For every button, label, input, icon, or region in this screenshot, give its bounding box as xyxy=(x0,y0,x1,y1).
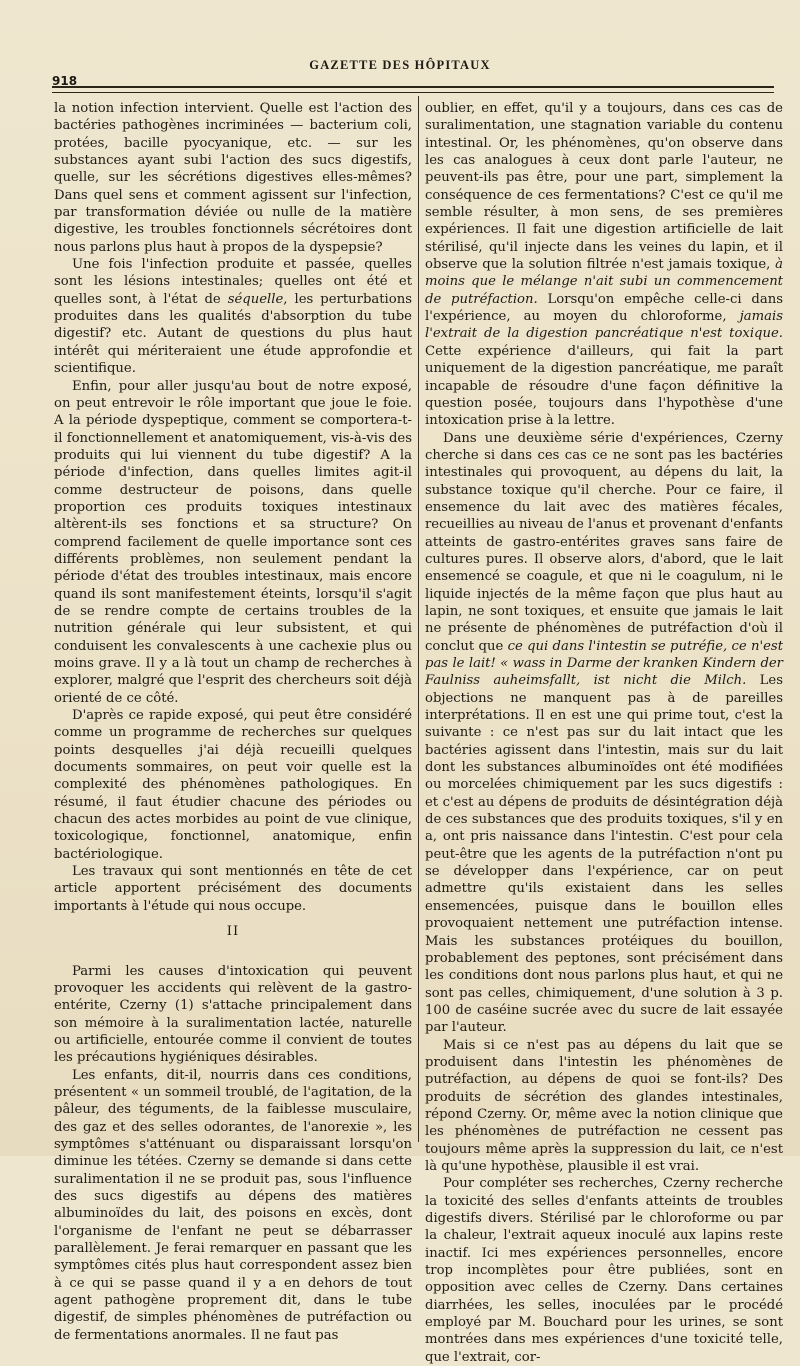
paragraph: Pour compléter ses recherches, Czerny recherche la toxicité des selles d'enfants atteints de troubles digestifs divers. Stérilisé par le chloroforme ou par la chaleur, l'extrait aqueux inoculé aux lapins reste inactif. Ici mes expériences personnelles, encore trop incomplètes pour être publiées, sont en opposition avec celles de Czerny. Dans certaines diarrhées, les selles, inoculées par le procédé employé par M. Bouchard pour les urines, se sont montrées dans mes expériences d'une toxicité telle, que l'extrait, cor- xyxy=(425,1176,783,1365)
right-column xyxy=(425,100,783,1365)
paragraph: la notion infection intervient. Quelle est l'action des bactéries pathogènes incriminées — bacterium coli, protées, bacille pyocyanique, etc. — sur les substances ayant subi l'action des sucs digestifs, quelle, sur les sécrétions digestives elles-mêmes? Dans quel sens et comment agissent sur l'infection, par transformation déviée ou nulle de la matière digestive, les troubles fonctionnels sécrétoires dont nous parlons plus haut à propos de la dyspepsie? xyxy=(54,101,412,255)
paragraph: Dans une deuxième série d'expériences, Czerny cherche si dans ces cas ce ne sont pas les bactéries intestinales qui provoquent, au dépens du lait, la substance toxique qu'il cherche. Pour ce faire, il ensemence du lait avec des matières fécales, recueillies au niveau de l'anus et provenant d'enfants atteints de gastro-entérites graves sans faire de cultures pures. Il observe alors, d'abord, que le lait ensemencé se coagule, et que ni le coagulum, ni le liquide injectés de la même façon que plus haut au lapin, ne sont toxiques, et ensuite que jamais le lait ne présente de phénomènes de putréfaction d'où il conclut que ce qui dans l'intestin se putréfie, ce n'est pas le lait! « wass in Darme der kranken Kindern der Faulniss auheimsfallt, ist nicht die Milch. Les objections ne manquent pas à de pareilles interprétations. Il en est une qui prime tout, c'est la suivante : ce n'est pas sur du lait intact que les bactéries agissent dans l'intestin, mais sur du lait dont les substances albuminoïdes ont été modifiées ou morcelées chimiquement par les sucs digestifs : et c'est au dépens de produits de désintégration déjà de ces substances que des produits toxiques, s'il y en a, ont pris naissance dans l'intestin. C'est pour cela peut-être que les agents de la putréfaction n'ont pu se développer dans l'expérience, car on peut admettre qu'ils existaient dans les selles ensemencées, puisque dans le bouillon elles provoquaient nettement une putréfaction intense. Mais les substances protéiques du bouillon, probablement des peptones, sont précisément dans les conditions dont nous parlons plus haut, et qui ne sont pas celles, chimiquement, d'une solution à 3 p. 100 de caséine sucrée avec du sucre de lait essayée par l'auteur. xyxy=(425,430,783,1036)
paragraph: D'après ce rapide exposé, qui peut être considéré comme un programme de recherches sur quelques points desquelles j'ai déjà recueilli quelques documents sommaires, on peut voir quelle est la complexité des phénomènes pathologiques. En résumé, il faut étudier chacune des périodes ou chacun des actes morbides au point de vue clinique, toxicologique, fonctionnel, anatomique, enfin bactériologique. xyxy=(54,708,412,862)
paragraph: Enfin, pour aller jusqu'au bout de notre exposé, on peut entrevoir le rôle important que joue le foie. A la période dyspeptique, comment se comportera-t-il fonctionnellement et anatomiquement, vis-à-vis des produits qui lui viennent du tube digestif? A la période d'infection, dans quelles limites agit-il comme destructeur de poisons, dans quelle proportion ces produits toxiques intestinaux altèrent-ils ses fonctions et sa structure? On comprend facilement de quelle importance sont ces différents problèmes, non seulement pendant la période d'état des troubles intestinaux, mais encore quand ils sont manifestement éteints, lorsqu'il s'agit de se rendre compte de certains troubles de la nutrition générale qui leur subsistent, et qui conduisent les convalescents à une cachexie plus ou moins grave. Il y a là tout un champ de recherches à explorer, malgré que l'esprit des chercheurs soit déjà orienté de ce côté. xyxy=(54,378,412,706)
paragraph: Une fois l'infection produite et passée, quelles sont les lésions intestinales; quelles ont été et quelles sont, à l'état de séquelle, les perturbations produites dans les qualités d'absorption du tube digestif? etc. Autant de questions du plus haut intérêt qui mériteraient une étude approfondie et scientifique. xyxy=(54,257,412,377)
running-title: GAZETTE DES HÔPITAUX xyxy=(309,58,491,72)
paragraph: oublier, en effet, qu'il y a toujours, dans ces cas de suralimentation, une stagnation variable du contenu intestinal. Or, les phénomènes, qu'on observe dans les cas analogues à ceux dont parle l'auteur, ne peuvent-ils pas être, pour une part, simplement la conséquence de ces fermentations? C'est ce qu'il me semble résulter, à mon sens, de ses premières expériences. Il fait une digestion artificielle de lait stérilisé, qu'il injecte dans les veines du lapin, et il observe que la solution filtrée n'est jamais toxique, à moins que le mélange n'ait subi un commencement de putréfaction. Lorsqu'on empêche celle-ci dans l'expérience, au moyen du chloroforme, jamais l'extrait de la digestion pancréatique n'est toxique. Cette expérience d'ailleurs, qui fait la part uniquement de la digestion pancréatique, me paraît incapable de résoudre d'une façon définitive la question posée, toujours dans l'hypothèse d'une intoxication prise à la lettre. xyxy=(425,101,783,429)
header-rule xyxy=(52,86,774,88)
column-divider xyxy=(418,96,419,1142)
page-number: 918 xyxy=(52,74,78,88)
paragraph: Les travaux qui sont mentionnés en tête de cet article apportent précisément des documents importants à l'étude qui nous occupe. xyxy=(54,864,412,914)
paragraph: Parmi les causes d'intoxication qui peuvent provoquer les accidents qui relèvent de la gastro-entérite, Czerny (1) s'attache principalement dans son mémoire à la suralimentation lactée, naturelle ou artificielle, entourée comme il convient de toutes les précautions hygiéniques désirables. xyxy=(54,963,412,1066)
left-column xyxy=(54,100,412,1343)
paragraph: Mais si ce n'est pas au dépens du lait que se produisent dans l'intestin les phénomènes de putréfaction, au dépens de quoi se font-ils? Des produits de sécrétion des glandes intestinales, répond Czerny. Or, même avec la notion clinique que les phénomènes de putréfaction ne cessent pas toujours même après la suppression du lait, ce n'est là qu'une hypothèse, plausible il est vrai. xyxy=(425,1037,783,1174)
paragraph: Les enfants, dit-il, nourris dans ces conditions, présentent « un sommeil troublé, de l'agitation, de la pâleur, des téguments, de la faiblesse musculaire, des gaz et des selles odorantes, de l'anorexie », les symptômes s'atténuant ou disparaissant lorsqu'on diminue les tétées. Czerny se demande si dans cette suralimentation il ne se produit pas, sous l'influence des sucs digestifs au dépens des matières albuminoïdes du lait, des poisons en excès, dont l'organisme de l'enfant ne peut se débarrasser parallèlement. Je ferai remarquer en passant que les symptômes cités plus haut correspondent assez bien à ce qui se passe quand il y a en dehors de tout agent pathogène proprement dit, dans le tube digestif, de simples phénomènes de putréfaction ou de fermentations anormales. Il ne faut pas xyxy=(54,1067,412,1343)
header-rule-thin xyxy=(52,92,774,93)
section-heading: II xyxy=(226,924,240,940)
